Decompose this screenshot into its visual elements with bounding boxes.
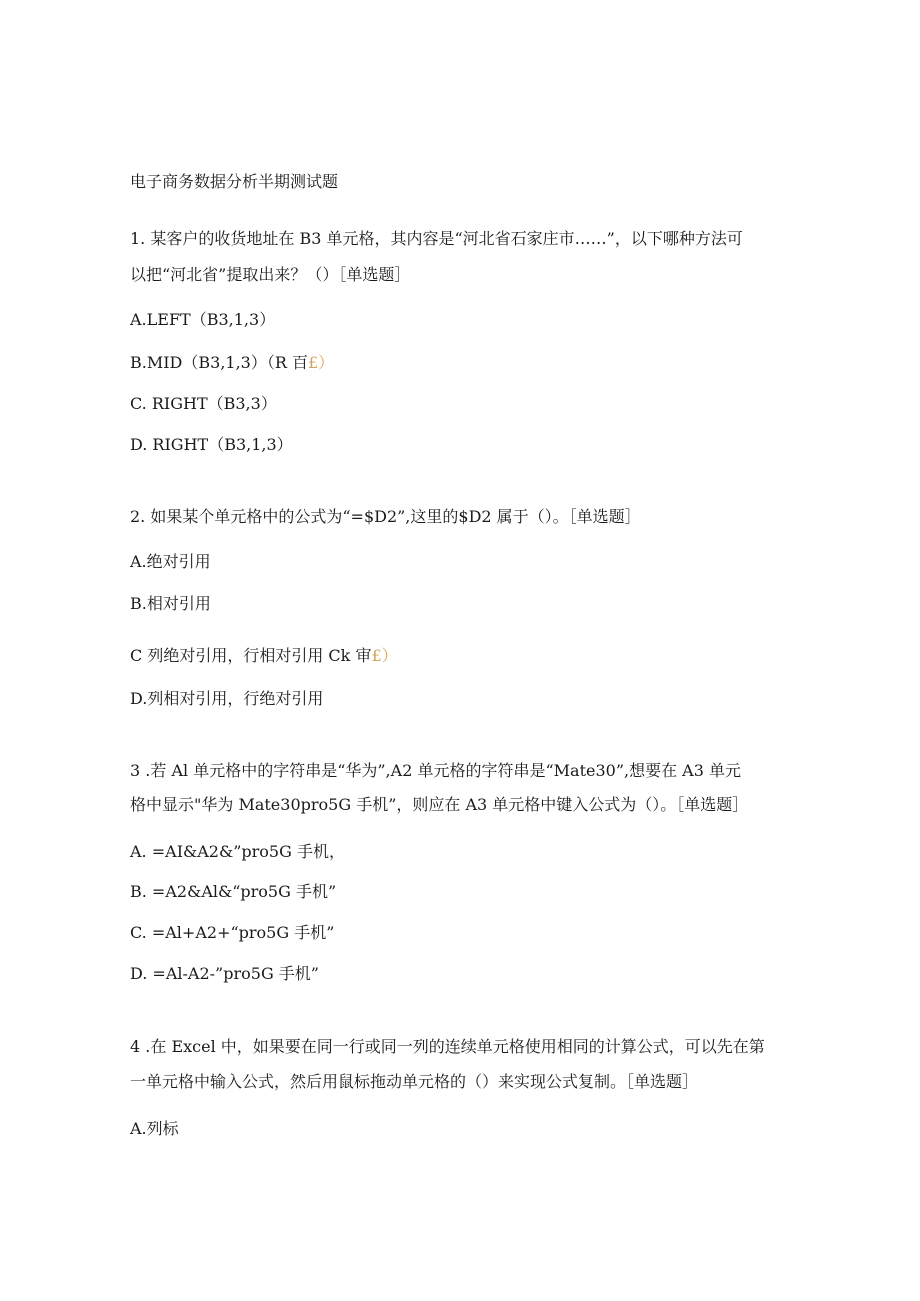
question-3-option-b: B. =A2&Al&“pro5G 手机” (130, 882, 337, 901)
question-2-option-c (130, 646, 398, 666)
question-1-stem-line-1: 1. 某客户的收货地址在 B3 单元格，其内容是“河北省石家庄市……”，以下哪种方法可 (130, 229, 743, 248)
question-3-stem-line-1: 3 .若 Al 单元格中的字符串是“华为”,A2 单元格的字符串是“Mate30”,想要在 A3 单元 (130, 761, 741, 780)
question-3-stem-line-2: 格中显示"华为 Mate30pro5G 手机”，则应在 A3 单元格中键入公式为（）。［单选题］ (130, 795, 749, 814)
annotation-mark: £） (371, 646, 398, 665)
question-3-option-d: D. =Al-A2-”pro5G 手机” (130, 964, 319, 983)
question-2-stem-line-1: 2. 如果某个单元格中的公式为“=$D2”,这里的$D2 属于（）。［单选题］ (130, 507, 641, 526)
page-title: 电子商务数据分析半期测试题 (130, 172, 339, 191)
question-1-stem-line-2: 以把“河北省”提取出来？（）［单选题］ (130, 265, 411, 284)
question-3-option-c: C. =Al+A2+“pro5G 手机” (130, 923, 335, 942)
question-2-option-b: B.相对引用 (130, 594, 211, 613)
question-1-option-a: A.LEFT（B3,1,3） (130, 310, 276, 329)
question-2-option-d: D.列相对引用，行绝对引用 (130, 689, 324, 708)
question-4-option-a: A.列标 (130, 1119, 179, 1138)
question-3-option-a: A. =AI&A2&”pro5G 手机， (130, 842, 345, 861)
question-1-option-c: C. RIGHT（B3,3） (130, 394, 277, 413)
annotation-mark: £） (307, 353, 335, 372)
question-2-option-a: A.绝对引用 (130, 552, 211, 571)
question-4-stem-line-1: 4 .在 Excel 中，如果要在同一行或同一列的连续单元格使用相同的计算公式，可以先在第 (130, 1037, 765, 1056)
question-4-stem-line-2: 一单元格中输入公式，然后用鼠标拖动单元格的（）来实现公式复制。［单选题］ (130, 1072, 699, 1091)
option-text: C 列绝对引用，行相对引用 Ck 审 (130, 646, 372, 665)
question-1-option-b (130, 353, 334, 373)
option-text: B.MID（B3,1,3）（R 百 (130, 353, 308, 372)
question-1-option-d: D. RIGHT（B3,1,3） (130, 435, 293, 454)
